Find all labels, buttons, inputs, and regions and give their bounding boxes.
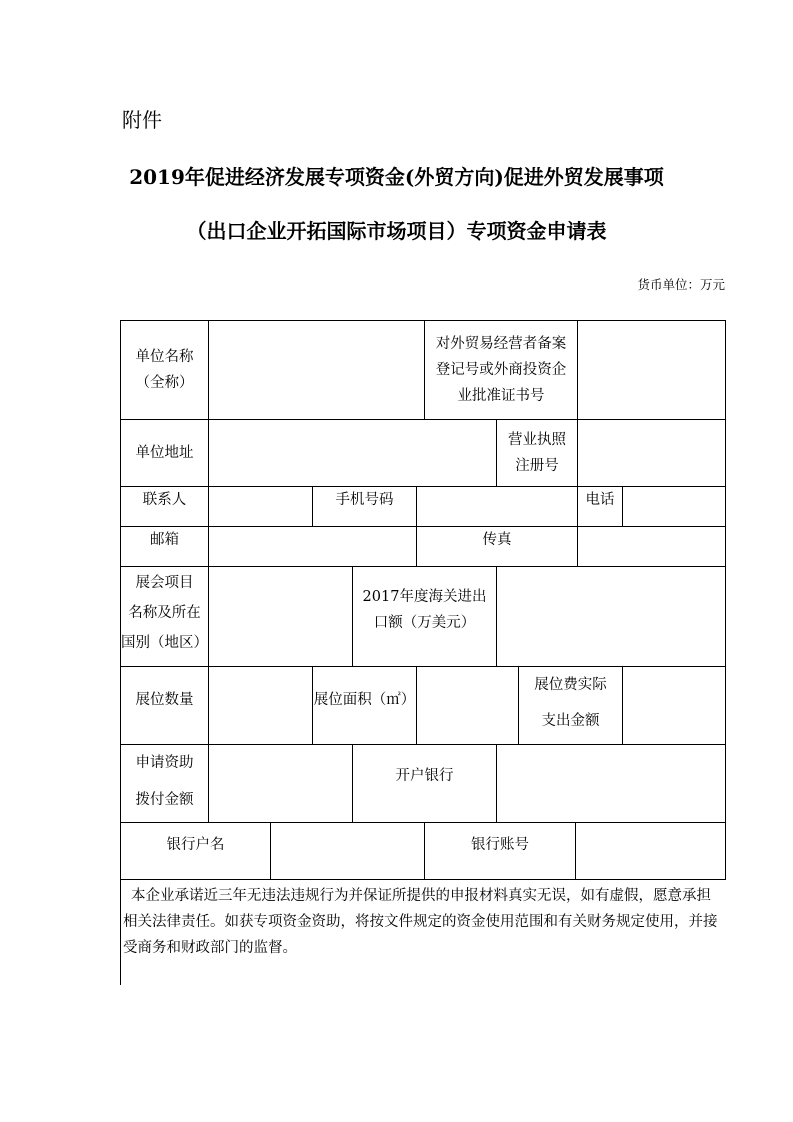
- currency-unit: 货币单位：万元: [637, 277, 725, 292]
- fax-label: 传真: [482, 532, 512, 548]
- fax-field[interactable]: [578, 527, 725, 566]
- phone-field[interactable]: [623, 487, 725, 526]
- exhibition-project-label: 展会项目 名称及所在 国别（地区）: [121, 575, 208, 651]
- contact-person-field[interactable]: [209, 487, 312, 526]
- booth-cost-label: 展位费实际 支出金额: [534, 677, 607, 729]
- business-license-field[interactable]: [578, 420, 725, 486]
- unit-name-label: 单位名称 （全称）: [135, 349, 194, 391]
- registration-number-field[interactable]: [578, 321, 725, 419]
- mobile-field[interactable]: [417, 487, 577, 526]
- booth-count-label: 展位数量: [135, 691, 194, 708]
- bank-field[interactable]: [497, 745, 725, 822]
- mobile-label: 手机号码: [335, 492, 394, 508]
- business-license-label: 营业执照 注册号: [508, 432, 566, 474]
- subsidy-amount-label: 申请资助 拨付金额: [135, 755, 194, 808]
- unit-address-field[interactable]: [209, 420, 496, 486]
- attachment-label: 附件: [122, 108, 162, 132]
- booth-count-field[interactable]: [209, 667, 312, 744]
- booth-cost-field[interactable]: [623, 667, 725, 744]
- email-field[interactable]: [209, 527, 416, 566]
- email-label: 邮箱: [150, 532, 179, 548]
- booth-area-label: 展位面积（㎡）: [313, 691, 416, 708]
- pledge-statement: 本企业承诺近三年无违法违规行为并保证所提供的申报材料真实无误，如有虚假，愿意承担相关法律责任。如获专项资金资助，将按文件规定的资金使用范围和有关财务规定使用，并接受商务和财政部门的监督。: [123, 888, 718, 956]
- customs-amount-label: 2017年度海关进出 口额（万美元）: [362, 589, 487, 631]
- account-number-field[interactable]: [576, 823, 725, 879]
- account-name-field[interactable]: [271, 823, 424, 879]
- exhibition-project-field[interactable]: [209, 567, 352, 666]
- form-title-line2: （出口企业开拓国际市场项目）专项资金申请表: [186, 219, 607, 243]
- contact-person-label: 联系人: [142, 492, 187, 508]
- form-title-line1: 2019年促进经济发展专项资金(外贸方向)促进外贸发展事项: [129, 165, 664, 189]
- unit-address-label: 单位地址: [135, 445, 194, 461]
- account-name-label: 银行户名: [166, 837, 225, 853]
- phone-label: 电话: [585, 492, 615, 508]
- unit-name-field[interactable]: [209, 321, 424, 419]
- bank-label: 开户银行: [395, 768, 454, 784]
- subsidy-amount-field[interactable]: [209, 745, 352, 822]
- account-number-label: 银行账号: [471, 837, 529, 853]
- booth-area-field[interactable]: [417, 667, 518, 744]
- customs-amount-field[interactable]: [497, 567, 725, 666]
- registration-number-label: 对外贸易经营者备案 登记号或外商投资企 业批准证书号: [435, 336, 567, 404]
